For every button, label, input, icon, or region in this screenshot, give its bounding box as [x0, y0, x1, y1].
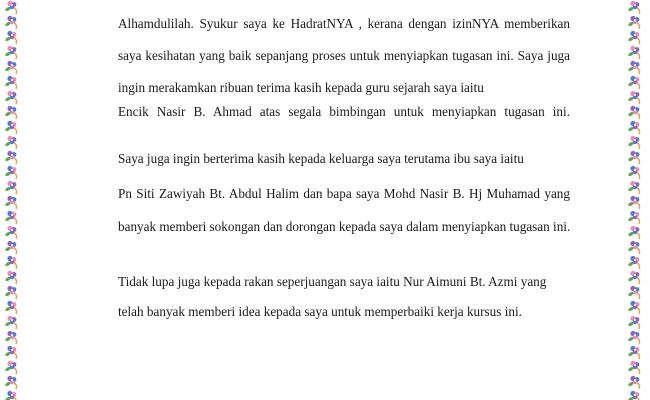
flower-with-ribbon-icon	[628, 226, 640, 239]
flower-with-ribbon-icon	[628, 331, 640, 344]
flower-with-ribbon-icon	[5, 361, 17, 374]
flower-with-ribbon-icon	[5, 121, 17, 134]
flower-with-ribbon-icon	[628, 16, 640, 29]
flower-with-ribbon-icon	[628, 256, 640, 269]
text-line: saya kesihatan yang baik sepanjang proses untuk menyiapkan tugasan ini. Saya juga	[118, 48, 570, 63]
flower-with-ribbon-icon	[5, 31, 17, 44]
text-line: Tidak lupa juga kepada rakan seperjuangan saya iaitu Nur Aimuni Bt. Azmi yang	[118, 274, 547, 289]
flower-with-ribbon-icon	[628, 361, 640, 374]
flower-with-ribbon-icon	[5, 166, 17, 179]
text-line: banyak memberi sokongan dan dorongan kepada saya dalam menyiapkan tugasan ini.	[118, 219, 571, 234]
flower-with-ribbon-icon	[5, 286, 17, 299]
flower-with-ribbon-icon	[5, 391, 17, 400]
flower-with-ribbon-icon	[5, 331, 17, 344]
text-line: telah banyak memberi idea kepada saya untuk memperbaiki kerja kursus ini.	[118, 304, 522, 319]
flower-with-ribbon-icon	[5, 136, 17, 149]
flower-with-ribbon-icon	[628, 286, 640, 299]
flower-with-ribbon-icon	[628, 241, 640, 254]
flower-with-ribbon-icon	[628, 301, 640, 314]
text-line: ingin merakamkan ribuan terima kasih kepada guru sejarah saya iaitu	[118, 80, 484, 95]
flower-with-ribbon-icon	[5, 211, 17, 224]
text-line: Encik Nasir B. Ahmad atas segala bimbingan untuk menyiapkan tugasan ini.	[118, 104, 570, 119]
flower-border-strip	[627, 0, 645, 400]
flower-with-ribbon-icon	[5, 46, 17, 59]
flower-with-ribbon-icon	[5, 271, 17, 284]
flower-with-ribbon-icon	[5, 181, 17, 194]
flower-with-ribbon-icon	[628, 271, 640, 284]
text-line: Pn Siti Zawiyah Bt. Abdul Halim dan bapa saya Mohd Nasir B. Hj Muhamad yang	[118, 186, 570, 201]
flower-with-ribbon-icon	[628, 196, 640, 209]
flower-with-ribbon-icon	[628, 1, 640, 14]
flower-with-ribbon-icon	[628, 136, 640, 149]
flower-border-strip	[4, 0, 22, 400]
left-decorative-border	[4, 0, 22, 400]
flower-with-ribbon-icon	[5, 151, 17, 164]
flower-with-ribbon-icon	[628, 316, 640, 329]
flower-with-ribbon-icon	[628, 376, 640, 389]
flower-with-ribbon-icon	[628, 121, 640, 134]
flower-with-ribbon-icon	[628, 181, 640, 194]
flower-with-ribbon-icon	[628, 106, 640, 119]
flower-with-ribbon-icon	[5, 1, 17, 14]
flower-with-ribbon-icon	[5, 61, 17, 74]
flower-with-ribbon-icon	[628, 76, 640, 89]
flower-with-ribbon-icon	[5, 226, 17, 239]
flower-with-ribbon-icon	[628, 46, 640, 59]
flower-with-ribbon-icon	[5, 346, 17, 359]
flower-with-ribbon-icon	[628, 211, 640, 224]
flower-with-ribbon-icon	[5, 376, 17, 389]
flower-with-ribbon-icon	[5, 256, 17, 269]
flower-with-ribbon-icon	[628, 151, 640, 164]
flower-with-ribbon-icon	[5, 76, 17, 89]
flower-with-ribbon-icon	[628, 91, 640, 104]
flower-with-ribbon-icon	[628, 166, 640, 179]
flower-with-ribbon-icon	[5, 241, 17, 254]
flower-with-ribbon-icon	[628, 31, 640, 44]
flower-with-ribbon-icon	[628, 346, 640, 359]
flower-with-ribbon-icon	[5, 196, 17, 209]
right-decorative-border	[627, 0, 645, 400]
flower-with-ribbon-icon	[5, 106, 17, 119]
text-line: Alhamdulilah. Syukur saya ke HadratNYA , kerana dengan izinNYA memberikan	[118, 16, 570, 31]
flower-with-ribbon-icon	[5, 16, 17, 29]
flower-with-ribbon-icon	[628, 391, 640, 400]
flower-with-ribbon-icon	[628, 61, 640, 74]
text-line: Saya juga ingin berterima kasih kepada keluarga saya terutama ibu saya iaitu	[118, 151, 524, 166]
flower-with-ribbon-icon	[5, 91, 17, 104]
flower-with-ribbon-icon	[5, 316, 17, 329]
flower-with-ribbon-icon	[5, 301, 17, 314]
